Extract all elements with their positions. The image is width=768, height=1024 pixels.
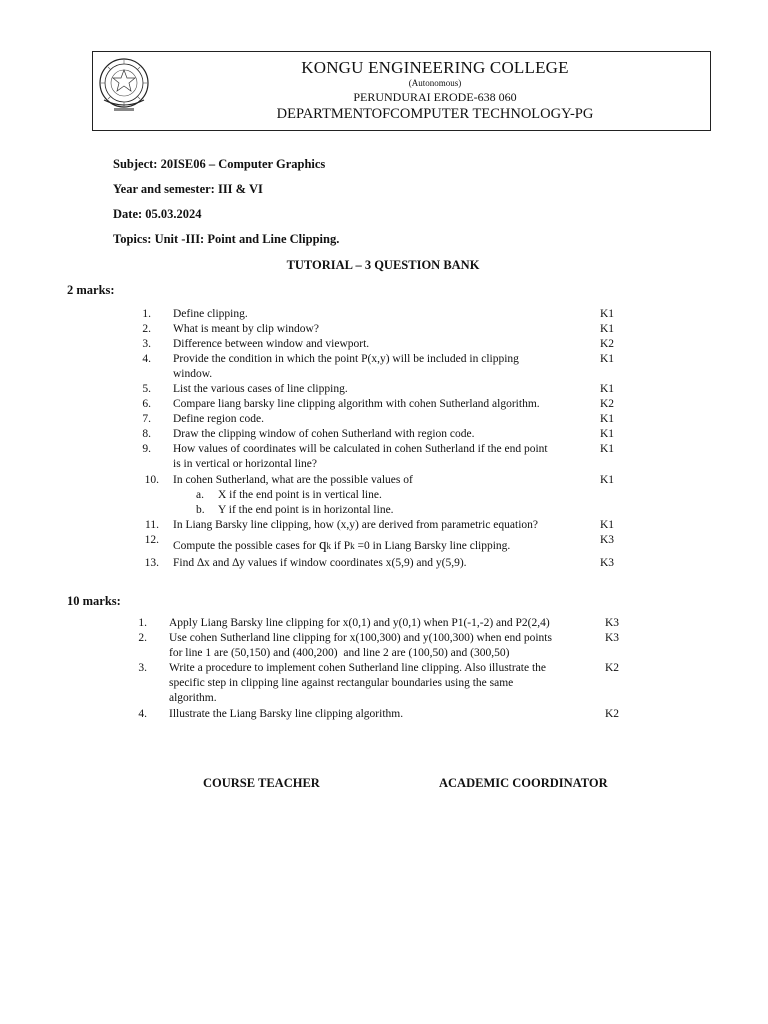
course-teacher-signature: COURSE TEACHER xyxy=(203,776,320,790)
question-text: Apply Liang Barsky line clipping for x(0,1) and y(0,1) when P1(-1,-2) and P2(2,4) xyxy=(169,617,550,629)
question-number: 5. xyxy=(142,383,151,395)
p-subscript: k xyxy=(350,541,355,551)
question-number: 4. xyxy=(138,708,147,720)
question-text: Define region code. xyxy=(173,413,265,425)
question-text: Use cohen Sutherland line clipping for x(100,300) and y(100,300) when end points xyxy=(169,632,552,644)
tutorial-title: TUTORIAL – 3 QUESTION BANK xyxy=(286,258,480,272)
question-text: Illustrate the Liang Barsky line clipping algorithm. xyxy=(169,708,404,720)
sub-item-text: Y if the end point is in horizontal line. xyxy=(218,504,394,516)
question-text-part: =0 in Liang Barsky line clipping. xyxy=(354,540,511,552)
question-number: 8. xyxy=(142,428,151,440)
knowledge-level: K3 xyxy=(605,632,620,644)
knowledge-level: K1 xyxy=(600,443,615,455)
question-number: 3. xyxy=(142,338,151,350)
sub-item-label: b. xyxy=(196,504,205,516)
sub-item-label: a. xyxy=(196,489,204,501)
question-text: List the various cases of line clipping. xyxy=(173,383,348,395)
question-text: How values of coordinates will be calculated in cohen Sutherland if the end point xyxy=(173,443,548,455)
knowledge-level: K3 xyxy=(600,557,615,569)
question-number: 2. xyxy=(142,323,151,335)
question-text xyxy=(173,538,510,554)
question-text-continued: is in vertical or horizontal line? xyxy=(173,458,318,470)
knowledge-level: K1 xyxy=(600,383,615,395)
subject-line: Subject: 20ISE06 – Computer Graphics xyxy=(113,157,326,171)
question-number: 9. xyxy=(142,443,151,455)
knowledge-level: K3 xyxy=(600,534,615,546)
academic-coordinator-signature: ACADEMIC COORDINATOR xyxy=(439,776,608,790)
question-text: Find ∆x and ∆y values if window coordinates x(5,9) and y(5,9). xyxy=(173,557,467,569)
department-name: DEPARTMENTOFCOMPUTER TECHNOLOGY-PG xyxy=(276,106,594,122)
two-marks-heading: 2 marks: xyxy=(67,283,115,297)
question-text: Compare liang barsky line clipping algorithm with cohen Sutherland algorithm. xyxy=(173,398,540,410)
knowledge-level: K1 xyxy=(600,413,615,425)
year-semester-line: Year and semester: III & VI xyxy=(113,182,263,196)
autonomous-label: (Autonomous) xyxy=(408,78,462,88)
ten-marks-heading: 10 marks: xyxy=(67,594,121,608)
question-text-part: Compute the possible cases for xyxy=(173,540,319,552)
question-number: 13. xyxy=(144,557,159,569)
sub-item-text: X if the end point is in vertical line. xyxy=(218,489,382,501)
knowledge-level: K2 xyxy=(605,708,620,720)
question-text-continued: algorithm. xyxy=(169,692,217,704)
question-number: 6. xyxy=(142,398,151,410)
question-number: 1. xyxy=(142,308,151,320)
knowledge-level: K3 xyxy=(605,617,620,629)
q-symbol: q xyxy=(318,537,327,553)
question-text: Provide the condition in which the point P(x,y) will be included in clipping xyxy=(173,353,519,365)
knowledge-level: K1 xyxy=(600,323,615,335)
question-text-continued: window. xyxy=(173,368,213,380)
question-number: 3. xyxy=(138,662,147,674)
question-text: Define clipping. xyxy=(173,308,248,320)
question-text: Write a procedure to implement cohen Sutherland line clipping. Also illustrate the xyxy=(169,662,547,674)
question-text-continued: for line 1 are (50,150) and (400,200) and line 2 are (100,50) and (300,50) xyxy=(169,647,510,659)
question-text: Difference between window and viewport. xyxy=(173,338,370,350)
question-number: 12. xyxy=(144,534,159,546)
topics-line: Topics: Unit -III: Point and Line Clipping. xyxy=(113,232,340,246)
question-number: 1. xyxy=(138,617,147,629)
question-number: 7. xyxy=(142,413,151,425)
college-name: KONGU ENGINEERING COLLEGE xyxy=(301,58,569,77)
knowledge-level: K2 xyxy=(600,398,615,410)
question-number: 2. xyxy=(138,632,147,644)
college-seal-logo xyxy=(96,56,152,114)
question-text-continued: specific step in clipping line against rectangular boundaries using the same xyxy=(169,677,514,689)
question-text: What is meant by clip window? xyxy=(173,323,319,335)
date-line: Date: 05.03.2024 xyxy=(113,207,202,221)
q-subscript: k xyxy=(326,541,331,551)
question-text: In Liang Barsky line clipping, how (x,y) are derived from parametric equation? xyxy=(173,519,538,531)
question-number: 4. xyxy=(142,353,151,365)
knowledge-level: K2 xyxy=(600,338,615,350)
knowledge-level: K1 xyxy=(600,519,615,531)
question-number: 10. xyxy=(144,474,159,486)
knowledge-level: K1 xyxy=(600,474,615,486)
question-text: Draw the clipping window of cohen Sutherland with region code. xyxy=(173,428,475,440)
question-text: In cohen Sutherland, what are the possible values of xyxy=(173,474,413,486)
knowledge-level: K1 xyxy=(600,308,615,320)
knowledge-level: K1 xyxy=(600,428,615,440)
question-text-part: if P xyxy=(330,540,351,552)
knowledge-level: K1 xyxy=(600,353,615,365)
knowledge-level: K2 xyxy=(605,662,620,674)
college-location: PERUNDURAI ERODE-638 060 xyxy=(353,90,517,104)
question-number: 11. xyxy=(145,519,159,531)
